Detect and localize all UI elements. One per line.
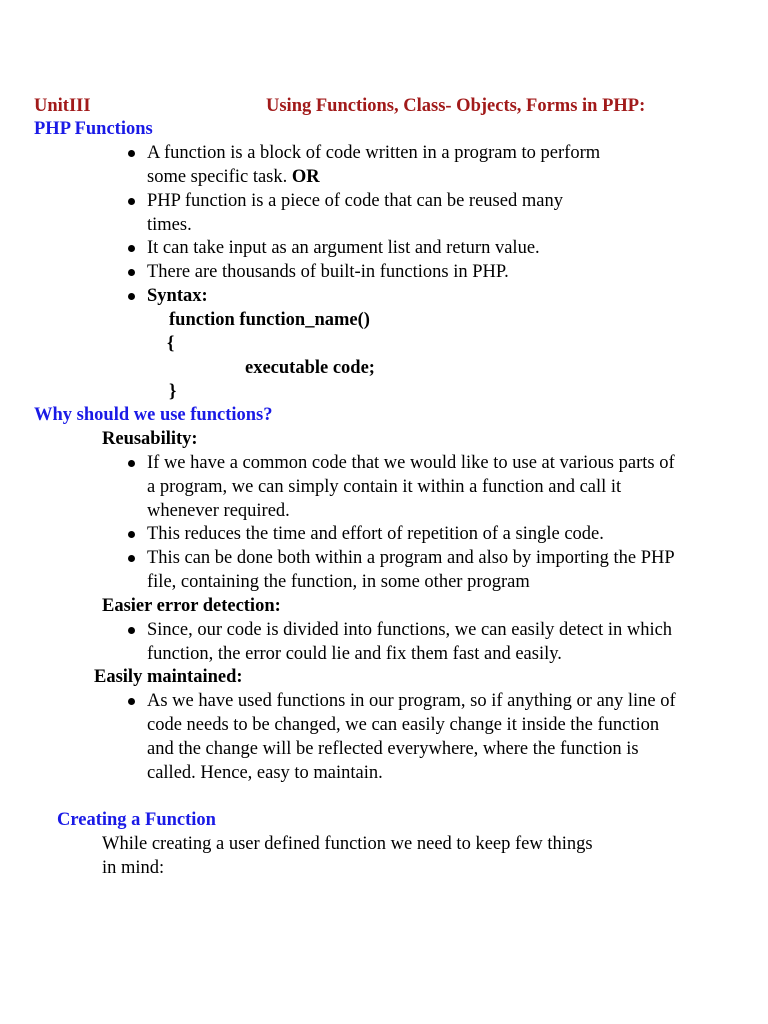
paragraph-line: While creating a user defined function we need to keep few things [102, 834, 593, 854]
list-item: Since, our code is divided into functions, we can easily detect in which [147, 620, 673, 640]
bullet-dot [128, 555, 135, 562]
list-item: This reduces the time and effort of repetition of a single code. [147, 524, 604, 544]
page-title: Using Functions, Class- Objects, Forms in PHP: [266, 96, 646, 116]
reusability-label: Reusability: [102, 429, 198, 449]
list-item: This can be done both within a program and also by importing the PHP [147, 548, 675, 568]
heading-why-functions: Why should we use functions? [34, 405, 273, 425]
bullet-dot [128, 460, 135, 467]
list-item: PHP function is a piece of code that can be reused many [147, 191, 563, 211]
list-item-continuation: function, the error could lie and fix them fast and easily. [147, 644, 562, 664]
syntax-signature: function function_name() [169, 310, 370, 330]
list-item-continuation: times. [147, 215, 192, 235]
unit-label: UnitIII [34, 96, 91, 116]
paragraph-line: in mind: [102, 858, 165, 878]
list-item: As we have used functions in our program, so if anything or any line of [147, 691, 676, 711]
syntax-body: executable code; [245, 358, 375, 378]
bullet-dot [128, 245, 135, 252]
syntax-open-brace: { [167, 334, 175, 354]
syntax-close-brace: } [169, 382, 177, 402]
bullet-dot [128, 531, 135, 538]
bullet-dot [128, 269, 135, 276]
list-item: It can take input as an argument list and return value. [147, 238, 540, 258]
heading-php-functions: PHP Functions [34, 119, 153, 139]
list-item-continuation: code needs to be changed, we can easily change it inside the function [147, 715, 660, 735]
list-item: A function is a block of code written in a program to perform [147, 143, 601, 163]
list-item: If we have a common code that we would like to use at various parts of [147, 453, 675, 473]
list-item-continuation: a program, we can simply contain it within a function and call it [147, 477, 622, 497]
error-detection-label: Easier error detection: [102, 596, 281, 616]
list-item-continuation: and the change will be reflected everywhere, where the function is [147, 739, 639, 759]
bullet-dot [128, 293, 135, 300]
bullet-dot [128, 627, 135, 634]
bullet-dot [128, 150, 135, 157]
bullet-dot [128, 698, 135, 705]
list-item-continuation: file, containing the function, in some other program [147, 572, 530, 592]
list-item-continuation: called. Hence, easy to maintain. [147, 763, 383, 783]
list-item-continuation: whenever required. [147, 501, 290, 521]
heading-creating-function: Creating a Function [57, 810, 216, 830]
list-item-continuation: some specific task. OR [147, 167, 320, 187]
bullet-dot [128, 198, 135, 205]
syntax-label: Syntax: [147, 286, 208, 306]
or-emphasis: OR [291, 167, 320, 187]
list-item: There are thousands of built-in functions in PHP. [147, 262, 509, 282]
easily-maintained-label: Easily maintained: [94, 667, 243, 687]
